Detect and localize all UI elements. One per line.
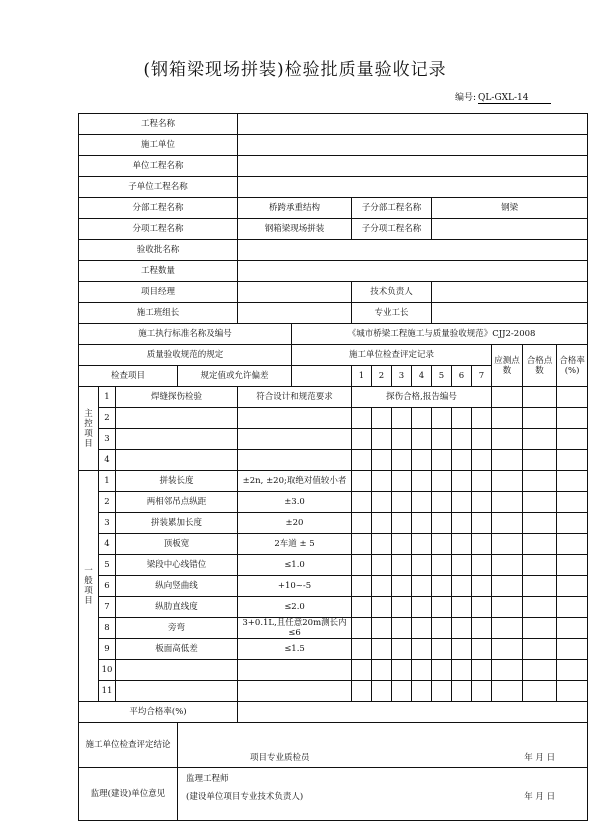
cell-input[interactable] [372,660,392,681]
cell-input[interactable] [392,597,412,618]
item-no: 8 [99,618,116,639]
cell-input[interactable] [412,429,432,450]
row-construction-unit [79,135,588,156]
label-construction-unit: 施工单位 [79,135,238,156]
cell-input[interactable] [523,471,557,492]
general-item-row [79,534,588,555]
item-allowed: +10~-5 [238,576,352,597]
item-no: 3 [99,513,116,534]
item-allowed: ±3.0 [238,492,352,513]
cell-input[interactable] [352,513,372,534]
value-project-manager[interactable] [238,282,352,303]
cell-input[interactable] [452,408,472,429]
supervision-date: 年 月 日 [524,792,556,802]
item-allowed[interactable] [238,681,352,702]
col-rate: 合格率(%) [557,345,588,387]
cell-input[interactable] [352,681,372,702]
label-tech-lead: 技术负责人 [352,282,432,303]
cell-input[interactable] [452,534,472,555]
supervisor-label: 监理工程师 [186,774,229,784]
value-item: 钢箱梁现场拼装 [238,219,352,240]
cell-input[interactable] [472,429,492,450]
item-no: 1 [99,471,116,492]
item-name[interactable] [116,450,238,471]
cell-input[interactable] [472,513,492,534]
cell-input[interactable] [432,429,452,450]
cell-input[interactable] [392,513,412,534]
item-no: 6 [99,576,116,597]
label-project-manager: 项目经理 [79,282,238,303]
cell-input[interactable] [523,681,557,702]
value-standard: 《城市桥梁工程施工与质量验收规范》CJJ2-2008 [292,324,588,345]
col-check-item: 检查项目 [79,366,178,387]
item-allowed: ≤1.0 [238,555,352,576]
cell-input[interactable] [472,618,492,639]
cell-input[interactable] [452,492,472,513]
row-average [79,702,588,723]
cell-input[interactable] [372,576,392,597]
item-name: 拼装累加长度 [116,513,238,534]
item-no: 10 [99,660,116,681]
item-name: 梁段中心线错位 [116,555,238,576]
cell-input[interactable] [352,534,372,555]
main-item-row [79,408,588,429]
cell-input[interactable] [372,471,392,492]
cell-input[interactable] [392,492,412,513]
item-name[interactable] [116,429,238,450]
cell-input[interactable] [472,492,492,513]
cell-input[interactable] [412,660,432,681]
cell-input[interactable] [372,618,392,639]
cell-input[interactable] [557,576,588,597]
value-supervision[interactable] [178,768,588,821]
item-name: 两相邻吊点纵距 [116,492,238,513]
value-batch[interactable] [238,240,588,261]
item-allowed[interactable] [238,408,352,429]
item-allowed: 3+0.1L,且任意20m测长内≤6 [238,618,352,639]
cell-input[interactable] [432,639,452,660]
col-num-blank [292,366,352,387]
cell-input[interactable] [352,576,372,597]
label-batch: 验收批名称 [79,240,238,261]
value-division: 桥跨承重结构 [238,198,352,219]
main-items-label: 主 控 项 目 [79,387,99,471]
cell-input[interactable] [412,681,432,702]
item-no: 9 [99,639,116,660]
cell-input[interactable] [412,534,432,555]
col-should-measure: 应测点数 [492,345,523,387]
item-name[interactable] [116,660,238,681]
cell-input[interactable] [432,555,452,576]
cell-input[interactable] [452,597,472,618]
cell-input[interactable] [452,450,472,471]
cell-input[interactable] [472,534,492,555]
main-item-row [79,429,588,450]
cell-input[interactable] [557,471,588,492]
value-average-rate[interactable] [238,702,588,723]
cell-input[interactable] [392,639,412,660]
item-no: 4 [99,450,116,471]
cell-input[interactable] [472,408,492,429]
cell-input[interactable] [372,597,392,618]
cell-input[interactable] [472,639,492,660]
cell-input[interactable] [432,660,452,681]
col-num: 7 [472,366,492,387]
main-item-row [79,450,588,471]
value-tech-lead[interactable] [432,282,588,303]
general-item-row [79,597,588,618]
col-num: 4 [412,366,432,387]
inspection-form [78,113,588,821]
cell-input[interactable] [372,408,392,429]
cell-input[interactable] [492,534,523,555]
value-quantity[interactable] [238,261,588,282]
cell-input[interactable] [452,555,472,576]
cell-input[interactable] [392,534,412,555]
general-item-row [79,555,588,576]
cell-input[interactable] [392,576,412,597]
cell-input[interactable] [557,660,588,681]
cell-input[interactable] [492,576,523,597]
cell-input[interactable] [523,597,557,618]
general-item-row [79,660,588,681]
code-label: 编号: [455,93,477,103]
cell-input[interactable] [372,513,392,534]
col-num: 2 [372,366,392,387]
cell-input[interactable] [557,450,588,471]
cell-input[interactable] [432,618,452,639]
cell-input[interactable] [557,408,588,429]
item-no: 3 [99,429,116,450]
cell-input[interactable] [472,450,492,471]
label-standard: 施工执行标准名称及编号 [79,324,292,345]
cell-input[interactable] [412,450,432,471]
item-name[interactable] [116,681,238,702]
cell-input[interactable] [372,534,392,555]
cell-input[interactable] [492,471,523,492]
cell-input[interactable] [352,618,372,639]
item-name: 焊缝探伤检验 [116,387,238,408]
cell-input[interactable] [523,555,557,576]
cell-input[interactable] [492,492,523,513]
item-name: 纵向竖曲线 [116,576,238,597]
label-sub-unit-project: 子单位工程名称 [79,177,238,198]
row-team [79,303,588,324]
cell-input[interactable] [432,534,452,555]
cell-input[interactable] [432,471,452,492]
value-unit-project[interactable] [238,156,588,177]
cell-input[interactable] [432,492,452,513]
cell-input[interactable] [523,513,557,534]
label-item: 分项工程名称 [79,219,238,240]
value-project-name[interactable] [238,114,588,135]
cell-input[interactable] [452,681,472,702]
label-division: 分部工程名称 [79,198,238,219]
conclusion-date: 年 月 日 [524,753,556,763]
cell-input[interactable] [452,639,472,660]
item-record[interactable]: 探伤合格,报告编号 [352,387,492,408]
item-allowed: 2车道 ± 5 [238,534,352,555]
item-no: 7 [99,597,116,618]
cell-input[interactable] [392,618,412,639]
cell-input[interactable] [523,534,557,555]
cell-input[interactable] [557,534,588,555]
cell-input[interactable] [392,408,412,429]
cell-input[interactable] [412,639,432,660]
cell-input[interactable] [492,555,523,576]
item-no: 1 [99,387,116,408]
cell-input[interactable] [412,408,432,429]
general-item-row [79,513,588,534]
cell-input[interactable] [557,387,588,408]
cell-input[interactable] [472,555,492,576]
cell-input[interactable] [392,450,412,471]
cell-input[interactable] [352,555,372,576]
cell-input[interactable] [557,429,588,450]
label-sub-item: 子分项工程名称 [352,219,432,240]
cell-input[interactable] [492,681,523,702]
cell-input[interactable] [392,660,412,681]
value-team-leader[interactable] [238,303,352,324]
item-name: 板面高低差 [116,639,238,660]
item-name: 拼装长度 [116,471,238,492]
cell-input[interactable] [372,492,392,513]
cell-input[interactable] [557,555,588,576]
item-name: 纵肋直线度 [116,597,238,618]
value-construction-unit[interactable] [238,135,588,156]
cell-input[interactable] [557,492,588,513]
cell-input[interactable] [472,597,492,618]
col-record: 施工单位检查评定记录 [292,345,492,366]
col-num: 5 [432,366,452,387]
cell-input[interactable] [557,639,588,660]
cell-input[interactable] [352,597,372,618]
cell-input[interactable] [557,618,588,639]
cell-input[interactable] [492,450,523,471]
cell-input[interactable] [412,597,432,618]
row-standard [79,324,588,345]
row-manager [79,282,588,303]
cell-input[interactable] [352,408,372,429]
cell-input[interactable] [352,450,372,471]
cell-input[interactable] [452,660,472,681]
cell-input[interactable] [432,681,452,702]
cell-input[interactable] [492,408,523,429]
row-column-header-1 [79,345,588,366]
value-sub-division: 钢梁 [432,198,588,219]
cell-input[interactable] [472,471,492,492]
row-item [79,219,588,240]
main-item-row [79,387,588,408]
row-project-name [79,114,588,135]
item-name: 顶板宽 [116,534,238,555]
row-conclusion [79,723,588,768]
item-no: 5 [99,555,116,576]
row-quantity [79,261,588,282]
cell-input[interactable] [523,429,557,450]
item-name[interactable] [116,408,238,429]
item-allowed[interactable] [238,660,352,681]
label-average-rate: 平均合格率(%) [79,702,238,723]
col-num: 1 [352,366,372,387]
cell-input[interactable] [472,681,492,702]
cell-input[interactable] [523,639,557,660]
value-sub-unit-project[interactable] [238,177,588,198]
col-spec: 质量验收规范的规定 [79,345,292,366]
cell-input[interactable] [392,471,412,492]
value-conclusion[interactable] [178,723,588,768]
cell-input[interactable] [523,387,557,408]
row-supervision [79,768,588,821]
label-unit-project: 单位工程名称 [79,156,238,177]
cell-input[interactable] [557,513,588,534]
cell-input[interactable] [392,429,412,450]
cell-input[interactable] [523,408,557,429]
label-supervision: 监理(建设)单位意见 [79,768,178,821]
cell-input[interactable] [523,618,557,639]
col-qualified: 合格点数 [523,345,557,387]
code-value: QL-GXL-14 [478,93,551,104]
general-item-row [79,639,588,660]
value-foreman[interactable] [432,303,588,324]
cell-input[interactable] [372,681,392,702]
row-division [79,198,588,219]
cell-input[interactable] [372,555,392,576]
cell-input[interactable] [412,471,432,492]
general-item-row [79,576,588,597]
item-allowed: ≤2.0 [238,597,352,618]
page-title: (钢箱梁现场拼装)检验批质量验收记录 [143,60,447,80]
cell-input[interactable] [492,387,523,408]
cell-input[interactable] [492,429,523,450]
cell-input[interactable] [392,555,412,576]
supervisor-note: (建设单位项目专业技术负责人) [186,792,304,802]
item-allowed[interactable] [238,450,352,471]
col-num: 6 [452,366,472,387]
item-no: 2 [99,492,116,513]
cell-input[interactable] [492,618,523,639]
item-name: 旁弯 [116,618,238,639]
row-unit-project [79,156,588,177]
cell-input[interactable] [492,597,523,618]
inspector-label: 项目专业质检员 [250,753,310,763]
cell-input[interactable] [432,408,452,429]
cell-input[interactable] [452,513,472,534]
cell-input[interactable] [412,492,432,513]
cell-input[interactable] [557,597,588,618]
row-sub-unit-project [79,177,588,198]
col-num: 3 [392,366,412,387]
item-allowed: ≤1.5 [238,639,352,660]
label-team-leader: 施工班组长 [79,303,238,324]
cell-input[interactable] [452,429,472,450]
item-allowed[interactable] [238,429,352,450]
label-sub-division: 子分部工程名称 [352,198,432,219]
general-item-row [79,471,588,492]
cell-input[interactable] [352,492,372,513]
cell-input[interactable] [492,639,523,660]
cell-input[interactable] [432,450,452,471]
cell-input[interactable] [352,471,372,492]
general-item-row [79,681,588,702]
cell-input[interactable] [412,618,432,639]
item-no: 2 [99,408,116,429]
cell-input[interactable] [492,660,523,681]
cell-input[interactable] [352,429,372,450]
cell-input[interactable] [372,450,392,471]
cell-input[interactable] [432,597,452,618]
general-item-row [79,492,588,513]
general-items-label: 一 般 项 目 [79,471,99,702]
col-allowed: 规定值或允许偏差 [178,366,292,387]
form-code [455,90,551,104]
cell-input[interactable] [523,450,557,471]
cell-input[interactable] [472,576,492,597]
cell-input[interactable] [372,639,392,660]
label-quantity: 工程数量 [79,261,238,282]
label-project-name: 工程名称 [79,114,238,135]
cell-input[interactable] [452,576,472,597]
cell-input[interactable] [523,492,557,513]
cell-input[interactable] [432,576,452,597]
cell-input[interactable] [523,576,557,597]
cell-input[interactable] [352,639,372,660]
cell-input[interactable] [392,681,412,702]
value-sub-item[interactable] [432,219,588,240]
item-no: 4 [99,534,116,555]
general-item-row [79,618,588,639]
item-no: 11 [99,681,116,702]
item-allowed: ±2n, ±20;取绝对值较小者 [238,471,352,492]
cell-input[interactable] [557,681,588,702]
cell-input[interactable] [452,618,472,639]
item-allowed: ±20 [238,513,352,534]
cell-input[interactable] [352,660,372,681]
cell-input[interactable] [412,555,432,576]
cell-input[interactable] [412,513,432,534]
cell-input[interactable] [372,429,392,450]
cell-input[interactable] [412,576,432,597]
label-conclusion: 施工单位检查评定结论 [79,723,178,768]
row-batch [79,240,588,261]
cell-input[interactable] [452,471,472,492]
cell-input[interactable] [523,660,557,681]
label-foreman: 专业工长 [352,303,432,324]
cell-input[interactable] [432,513,452,534]
cell-input[interactable] [472,660,492,681]
cell-input[interactable] [492,513,523,534]
item-allowed: 符合设计和规范要求 [238,387,352,408]
